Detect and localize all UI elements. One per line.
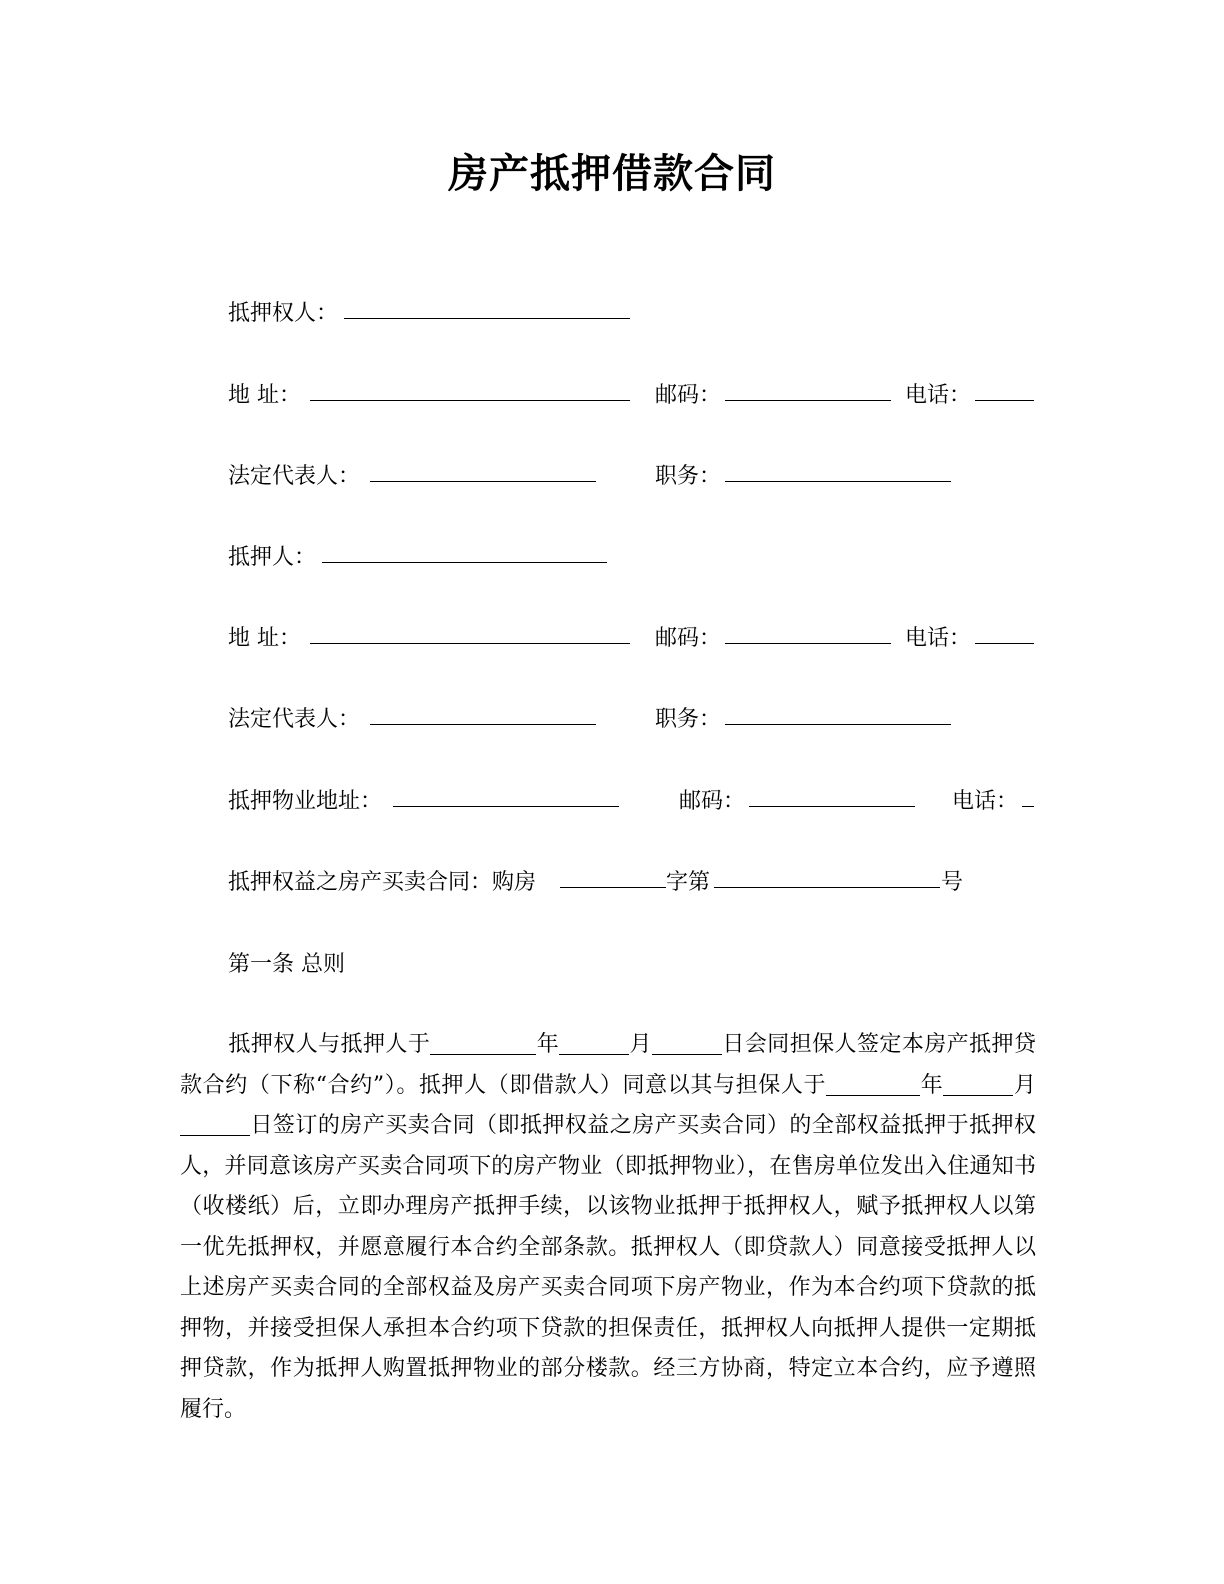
mortgagee-blank[interactable] <box>344 318 630 319</box>
contract-prefix: 抵押权益之房产买卖合同：购房 <box>228 870 537 895</box>
contract-number-blank[interactable] <box>714 887 940 888</box>
mortgagor-row <box>228 538 1034 578</box>
position-blank[interactable] <box>725 724 951 725</box>
para-text-2: 日会同担保人签定本房产抵押贷款合约（下称“合约”）。抵押人（即借款人）同意以其与担保人于 <box>180 1032 1036 1098</box>
address-blank[interactable] <box>310 643 630 644</box>
mortgagee-legal-rep-row <box>228 457 1034 497</box>
postcode-label: 邮码： <box>655 383 722 408</box>
position-blank[interactable] <box>725 481 951 482</box>
address-label: 地 址： <box>228 626 301 651</box>
article-1-heading: 第一条 总则 <box>228 952 345 977</box>
day-blank-2[interactable] <box>180 1113 250 1136</box>
legal-rep-label: 法定代表人： <box>228 464 361 489</box>
mortgagor-legal-rep-row <box>228 700 1034 740</box>
property-address-blank[interactable] <box>393 806 619 807</box>
phone-label: 电话： <box>905 383 972 408</box>
year-blank[interactable] <box>430 1032 536 1055</box>
postcode-blank[interactable] <box>725 643 891 644</box>
legal-rep-blank[interactable] <box>370 481 596 482</box>
month-label-2: 月 <box>1013 1072 1036 1098</box>
year-label-2: 年 <box>920 1072 944 1098</box>
address-label: 地 址： <box>228 383 301 408</box>
mortgagor-blank[interactable] <box>322 562 607 563</box>
property-address-row <box>228 782 1034 822</box>
contract-row <box>228 863 1034 903</box>
contract-suffix: 号 <box>941 870 964 895</box>
mortgagor-address-row <box>228 619 1034 659</box>
year-blank-2[interactable] <box>826 1073 920 1096</box>
contract-mid: 字第 <box>666 870 711 895</box>
property-address-label: 抵押物业地址： <box>228 789 383 814</box>
postcode-blank[interactable] <box>749 806 915 807</box>
para-text-1: 抵押权人与抵押人于 <box>228 1032 431 1057</box>
postcode-label: 邮码： <box>655 626 722 651</box>
para-text-3: 日签订的房产买卖合同（即抵押权益之房产买卖合同）的全部权益抵押于抵押权人，并同意该房产买卖合同项下的房产物业（即抵押物业），在售房单位发出入住通知书（收楼纸）后，立即办理房产抵押手续，以该物业抵押于抵押权人，赋予抵押权人以第一优先抵押权，并愿意履行本合约全部条款。抵押权人（即贷款人）同意接受抵押人以上述房产买卖合同的全部权益及房产买卖合同项下房产物业，作为本合约项下贷款的抵押物，并接受担保人承担本合约项下贷款的担保责任，抵押权人向抵押人提供一定期抵押贷款，作为抵押人购置抵押物业的部分楼款。经三方协商，特定立本合约，应予遵照履行。 <box>180 1113 1036 1422</box>
phone-label: 电话： <box>952 789 1019 814</box>
article-1-paragraph <box>180 1025 1036 1430</box>
position-label: 职务： <box>655 464 722 489</box>
mortgagee-row <box>228 294 1034 334</box>
mortgagor-label: 抵押人： <box>228 545 317 570</box>
phone-label: 电话： <box>905 626 972 651</box>
postcode-blank[interactable] <box>725 400 891 401</box>
mortgagee-label: 抵押权人： <box>228 301 339 326</box>
year-label: 年 <box>536 1032 560 1057</box>
document-title: 房产抵押借款合同 <box>448 150 776 197</box>
day-blank[interactable] <box>652 1032 722 1055</box>
legal-rep-blank[interactable] <box>370 724 596 725</box>
contract-prefix-blank[interactable] <box>560 887 666 888</box>
month-blank[interactable] <box>559 1032 629 1055</box>
address-blank[interactable] <box>310 400 630 401</box>
legal-rep-label: 法定代表人： <box>228 707 361 732</box>
position-label: 职务： <box>655 707 722 732</box>
mortgagee-address-row <box>228 376 1034 416</box>
month-label: 月 <box>629 1032 652 1057</box>
phone-blank[interactable] <box>1022 806 1034 807</box>
postcode-label: 邮码： <box>679 789 746 814</box>
phone-blank[interactable] <box>975 643 1034 644</box>
month-blank-2[interactable] <box>943 1073 1013 1096</box>
phone-blank[interactable] <box>975 400 1034 401</box>
